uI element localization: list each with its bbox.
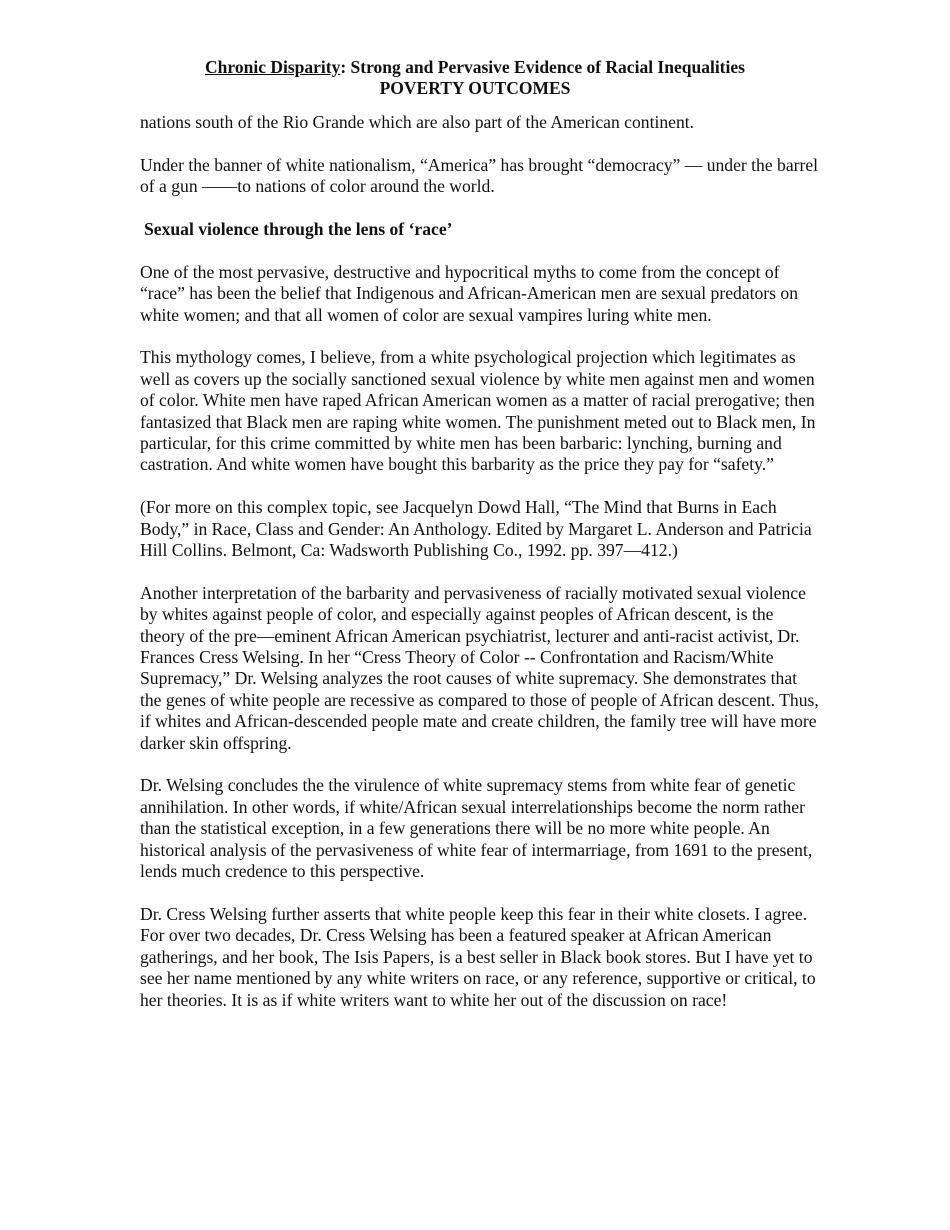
paragraph-1: nations south of the Rio Grande which are also part of the American continent. (140, 112, 695, 132)
paragraph-3: One of the most pervasive, destructive and hypocritical myths to come from the concept of “race” has been the belief that Indigenous and African-American men are sexual predators on white women; and that all women of color are sexual vampires luring white men. (140, 261, 799, 325)
header-title (0, 57, 950, 78)
paragraph-2: Under the banner of white nationalism, “America” has brought “democracy” — under the barrel of a gun ——to nations of color around the world. (140, 154, 819, 197)
paragraph-8: Dr. Cress Welsing further asserts that white people keep this fear in their white closets. I agree. For over two decades, Dr. Cress Welsing has been a featured speaker at African American gatherings, and her book, The Isis Papers, is a best seller in Black book stores. But I have yet to see her name mentioned by any white writers on race, or any reference, supportive or critical, to her theories. It is as if white writers want to white her out of the discussion on race! (140, 903, 816, 1010)
document-body (140, 112, 820, 1032)
paragraph-6: Another interpretation of the barbarity and pervasiveness of racially motivated sexual violence by whites against people of color, and especially against peoples of African descent, is the theory of the pre—eminent African American psychiatrist, lecturer and anti-racist activist, Dr. Frances Cress Welsing. In her “Cress Theory of Color -- Confrontation and Racism/White Supremacy,” Dr. Welsing analyzes the root causes of white supremacy. She demonstrates that the genes of white people are recessive as compared to those of people of African descent. Thus, if whites and African-descended people mate and create children, the family tree will have more darker skin offspring. (140, 582, 819, 753)
paragraph-4: This mythology comes, I believe, from a white psychological projection which legitimates as well as covers up the socially sanctioned sexual violence by white men against men and women of color. White men have raped African American women as a matter of racial prerogative; then fantasized that Black men are raping white women. The punishment meted out to Black men, In particular, for this crime committed by white men has been barbaric: lynching, burning and castration. And white women have bought this barbarity as the price they pay for “safety.” (140, 347, 816, 475)
page-header (0, 57, 950, 99)
header-subtitle: POVERTY OUTCOMES (379, 78, 571, 98)
header-title-rest: : Strong and Pervasive Evidence of Racial Inequalities (340, 57, 745, 77)
paragraph-7: Dr. Welsing concludes the the virulence of white supremacy stems from white fear of genetic annihilation. In other words, if white/African sexual interrelationships become the norm rather than the statistical exception, in a few generations there will be no more white people. An historical analysis of the pervasiveness of white fear of intermarriage, from 1691 to the present, lends much credence to this perspective. (140, 775, 813, 882)
paragraph-5: (For more on this complex topic, see Jacquelyn Dowd Hall, “The Mind that Burns in Each Body,” in Race, Class and Gender: An Anthology. Edited by Margaret L. Anderson and Patricia Hill Collins. Belmont, Ca: Wadsworth Publishing Co., 1992. pp. 397—412.) (140, 497, 812, 561)
section-heading: Sexual violence through the lens of ‘race’ (144, 219, 453, 239)
header-title-underlined: Chronic Disparity (205, 57, 341, 77)
